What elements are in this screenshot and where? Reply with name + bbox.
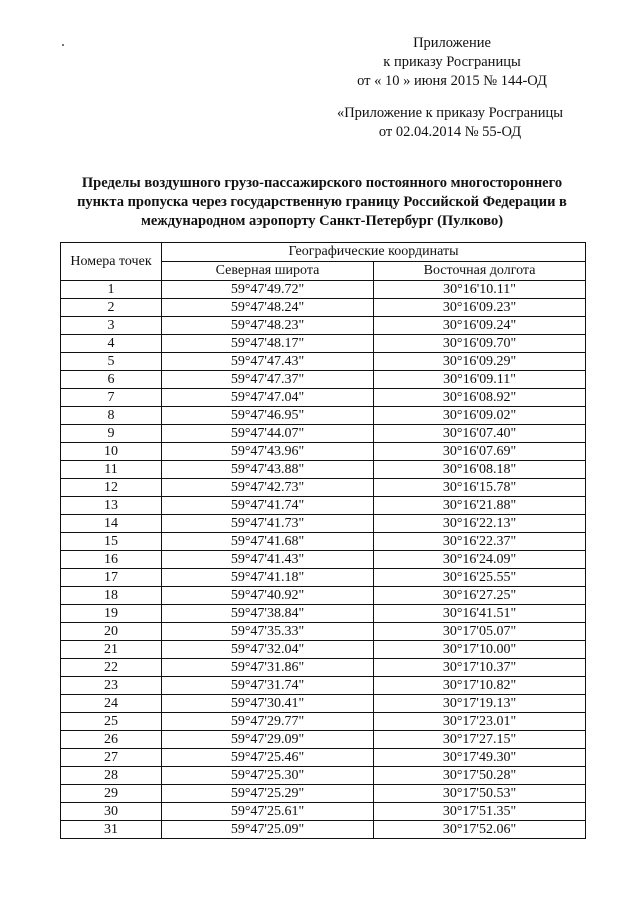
point-number-cell: 30 (61, 803, 162, 821)
point-number-cell: 13 (61, 497, 162, 515)
latitude-cell: 59°47'35.33" (162, 623, 374, 641)
longitude-cell: 30°16'09.29" (374, 353, 586, 371)
table-row (61, 785, 586, 803)
appendix-previous-line1: «Приложение к приказу Росграницы (336, 105, 564, 121)
longitude-cell: 30°17'49.30" (374, 749, 586, 767)
table-row (61, 461, 586, 479)
table-row (61, 677, 586, 695)
longitude-cell: 30°17'10.37" (374, 659, 586, 677)
table-row (61, 659, 586, 677)
table-row (61, 479, 586, 497)
longitude-cell: 30°16'24.09" (374, 551, 586, 569)
longitude-cell: 30°17'27.15" (374, 731, 586, 749)
latitude-cell: 59°47'47.37" (162, 371, 374, 389)
latitude-cell: 59°47'47.04" (162, 389, 374, 407)
table-row (61, 515, 586, 533)
latitude-cell: 59°47'41.18" (162, 569, 374, 587)
appendix-previous-order (330, 104, 570, 142)
longitude-cell: 30°16'10.11" (374, 281, 586, 299)
latitude-cell: 59°47'31.86" (162, 659, 374, 677)
longitude-cell: 30°16'27.25" (374, 587, 586, 605)
point-number-cell: 31 (61, 821, 162, 839)
table-row (61, 407, 586, 425)
point-number-cell: 21 (61, 641, 162, 659)
longitude-cell: 30°17'10.82" (374, 677, 586, 695)
table-row (61, 641, 586, 659)
table-row (61, 821, 586, 839)
title-line1: Пределы воздушного грузо-пассажирского постоянного многостороннего (81, 175, 563, 191)
table-row (61, 569, 586, 587)
longitude-cell: 30°16'41.51" (374, 605, 586, 623)
table-row (61, 281, 586, 299)
appendix-current-line3: от « 10 » июня 2015 № 144-ОД (357, 73, 547, 89)
table-row (61, 389, 586, 407)
latitude-cell: 59°47'42.73" (162, 479, 374, 497)
latitude-cell: 59°47'43.96" (162, 443, 374, 461)
table-row (61, 533, 586, 551)
point-number-cell: 24 (61, 695, 162, 713)
point-number-cell: 28 (61, 767, 162, 785)
point-number-cell: 3 (61, 317, 162, 335)
point-number-cell: 16 (61, 551, 162, 569)
longitude-cell: 30°17'51.35" (374, 803, 586, 821)
longitude-cell: 30°16'09.11" (374, 371, 586, 389)
appendix-current-line1: Приложение (413, 35, 491, 51)
appendix-current-line2: к приказу Росграницы (383, 54, 521, 70)
table-row (61, 767, 586, 785)
table-row (61, 623, 586, 641)
latitude-cell: 59°47'25.46" (162, 749, 374, 767)
longitude-cell: 30°17'23.01" (374, 713, 586, 731)
point-number-cell: 15 (61, 533, 162, 551)
latitude-cell: 59°47'40.92" (162, 587, 374, 605)
latitude-cell: 59°47'41.43" (162, 551, 374, 569)
latitude-cell: 59°47'48.17" (162, 335, 374, 353)
longitude-cell: 30°16'08.92" (374, 389, 586, 407)
latitude-cell: 59°47'31.74" (162, 677, 374, 695)
latitude-cell: 59°47'25.61" (162, 803, 374, 821)
title-line3: международном аэропорту Санкт-Петербург (Пулково) (140, 213, 504, 229)
document-title (56, 174, 588, 231)
table-row (61, 803, 586, 821)
latitude-cell: 59°47'38.84" (162, 605, 374, 623)
appendix-current-order (338, 34, 566, 91)
header-east-longitude: Восточная долгота (374, 262, 586, 281)
table-row (61, 443, 586, 461)
table-row (61, 695, 586, 713)
longitude-cell: 30°17'50.53" (374, 785, 586, 803)
longitude-cell: 30°16'21.88" (374, 497, 586, 515)
longitude-cell: 30°16'09.70" (374, 335, 586, 353)
longitude-cell: 30°16'07.40" (374, 425, 586, 443)
latitude-cell: 59°47'29.77" (162, 713, 374, 731)
point-number-cell: 25 (61, 713, 162, 731)
longitude-cell: 30°16'07.69" (374, 443, 586, 461)
table-row (61, 299, 586, 317)
point-number-cell: 7 (61, 389, 162, 407)
latitude-cell: 59°47'46.95" (162, 407, 374, 425)
point-number-cell: 20 (61, 623, 162, 641)
latitude-cell: 59°47'25.09" (162, 821, 374, 839)
latitude-cell: 59°47'30.41" (162, 695, 374, 713)
header-point-numbers: Номера точек (61, 243, 162, 281)
latitude-cell: 59°47'29.09" (162, 731, 374, 749)
point-number-cell: 10 (61, 443, 162, 461)
latitude-cell: 59°47'32.04" (162, 641, 374, 659)
point-number-cell: 14 (61, 515, 162, 533)
point-number-cell: 29 (61, 785, 162, 803)
table-row (61, 587, 586, 605)
table-row (61, 713, 586, 731)
longitude-cell: 30°16'22.13" (374, 515, 586, 533)
longitude-cell: 30°16'15.78" (374, 479, 586, 497)
point-number-cell: 11 (61, 461, 162, 479)
latitude-cell: 59°47'49.72" (162, 281, 374, 299)
table-row (61, 749, 586, 767)
point-number-cell: 8 (61, 407, 162, 425)
point-number-cell: 18 (61, 587, 162, 605)
table-row (61, 353, 586, 371)
point-number-cell: 12 (61, 479, 162, 497)
longitude-cell: 30°17'50.28" (374, 767, 586, 785)
longitude-cell: 30°17'52.06" (374, 821, 586, 839)
point-number-cell: 22 (61, 659, 162, 677)
latitude-cell: 59°47'41.68" (162, 533, 374, 551)
point-number-cell: 4 (61, 335, 162, 353)
longitude-cell: 30°17'05.07" (374, 623, 586, 641)
table-row (61, 335, 586, 353)
table-row (61, 605, 586, 623)
point-number-cell: 9 (61, 425, 162, 443)
scan-speck (62, 44, 64, 46)
header-north-latitude: Северная широта (162, 262, 374, 281)
point-number-cell: 6 (61, 371, 162, 389)
table-row (61, 551, 586, 569)
latitude-cell: 59°47'43.88" (162, 461, 374, 479)
table-row (61, 371, 586, 389)
table-row (61, 425, 586, 443)
latitude-cell: 59°47'41.73" (162, 515, 374, 533)
latitude-cell: 59°47'48.23" (162, 317, 374, 335)
longitude-cell: 30°17'19.13" (374, 695, 586, 713)
table-row (61, 731, 586, 749)
latitude-cell: 59°47'25.30" (162, 767, 374, 785)
point-number-cell: 2 (61, 299, 162, 317)
table-row (61, 497, 586, 515)
point-number-cell: 27 (61, 749, 162, 767)
appendix-previous-line2: от 02.04.2014 № 55-ОД (378, 124, 522, 140)
longitude-cell: 30°16'09.23" (374, 299, 586, 317)
longitude-cell: 30°17'10.00" (374, 641, 586, 659)
longitude-cell: 30°16'25.55" (374, 569, 586, 587)
longitude-cell: 30°16'22.37" (374, 533, 586, 551)
point-number-cell: 19 (61, 605, 162, 623)
coordinates-table (60, 242, 586, 839)
latitude-cell: 59°47'48.24" (162, 299, 374, 317)
longitude-cell: 30°16'09.02" (374, 407, 586, 425)
table-row (61, 317, 586, 335)
latitude-cell: 59°47'41.74" (162, 497, 374, 515)
point-number-cell: 23 (61, 677, 162, 695)
point-number-cell: 1 (61, 281, 162, 299)
latitude-cell: 59°47'44.07" (162, 425, 374, 443)
longitude-cell: 30°16'09.24" (374, 317, 586, 335)
point-number-cell: 17 (61, 569, 162, 587)
latitude-cell: 59°47'25.29" (162, 785, 374, 803)
title-line2: пункта пропуска через государственную границу Российской Федерации в (77, 194, 567, 210)
header-geo-coordinates: Географические координаты (162, 243, 586, 262)
longitude-cell: 30°16'08.18" (374, 461, 586, 479)
latitude-cell: 59°47'47.43" (162, 353, 374, 371)
point-number-cell: 5 (61, 353, 162, 371)
point-number-cell: 26 (61, 731, 162, 749)
